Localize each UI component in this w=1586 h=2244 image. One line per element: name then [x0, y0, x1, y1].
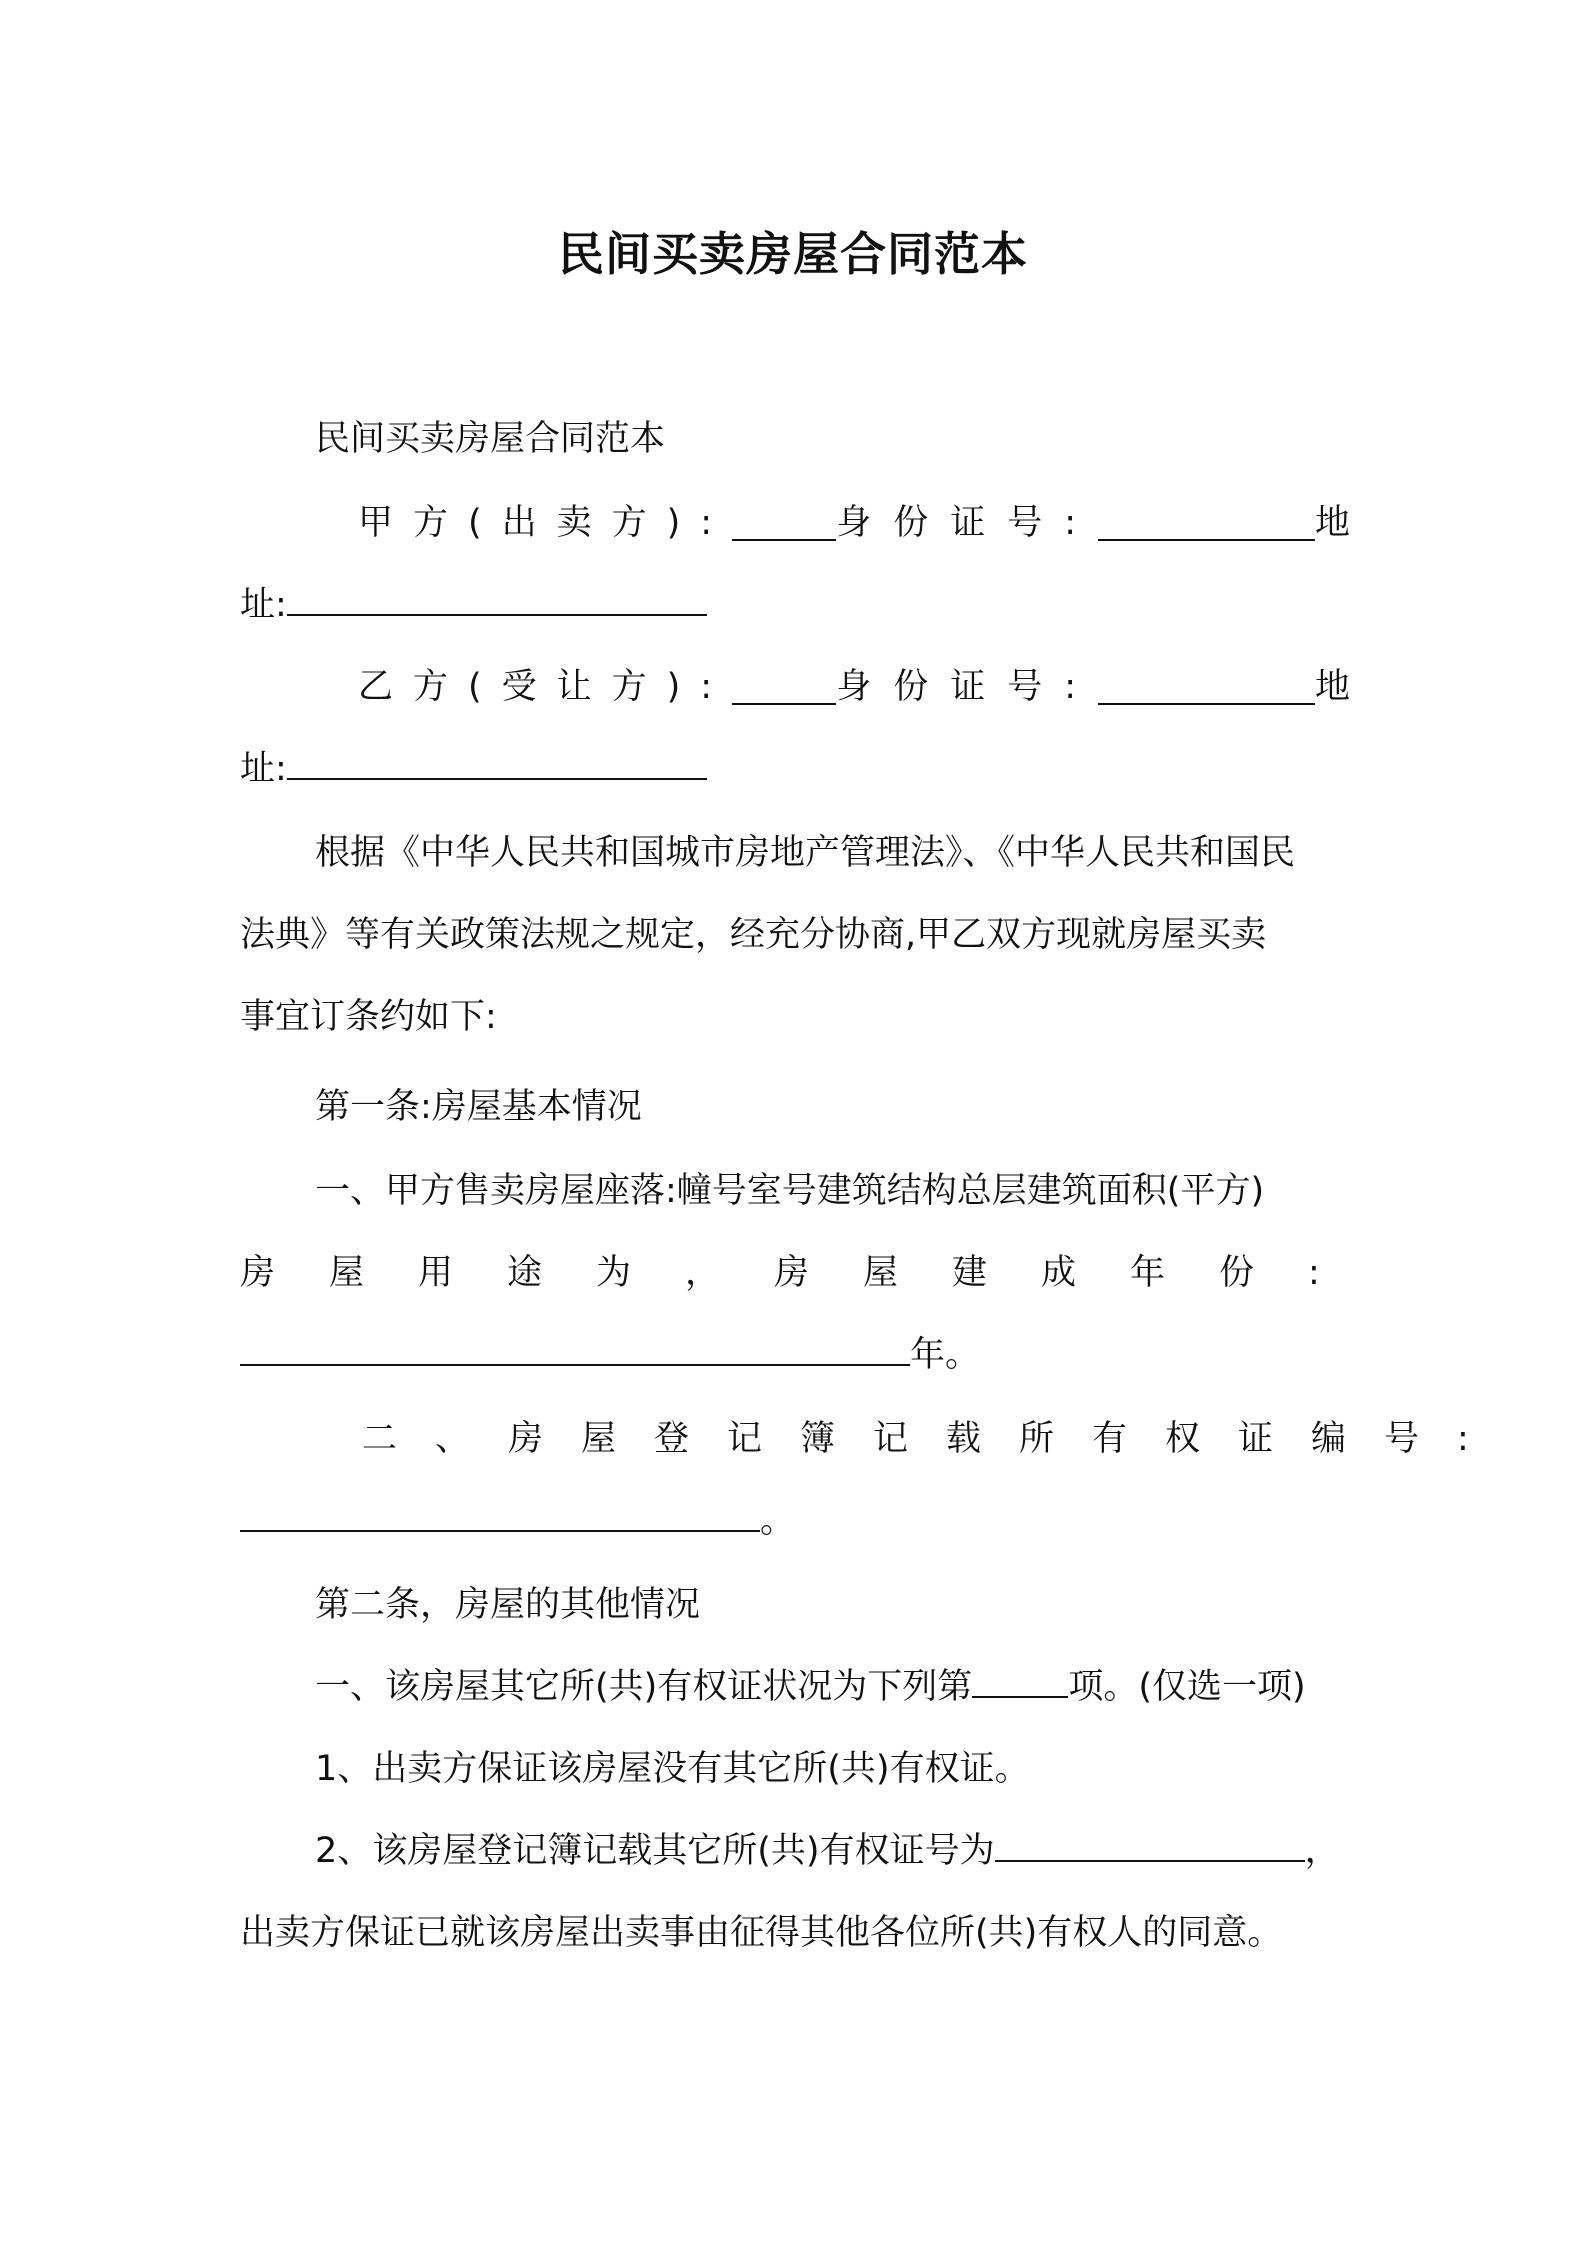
party-a-paragraph: [240, 482, 1350, 646]
party-a-label: 甲方(出卖方):: [358, 503, 733, 543]
party-b-addr-blank: [287, 744, 707, 780]
certificate-number-blank: [240, 1496, 760, 1532]
intro-line-2: 法典》等有关政策法规之规定，经充分协商,甲乙双方现就房屋买卖: [240, 915, 1267, 955]
party-b-line: [240, 646, 1350, 728]
party-b-paragraph: [240, 646, 1350, 810]
party-b-addr-line: [240, 728, 1350, 810]
party-b-name-blank: [732, 669, 836, 705]
article-2-option-2-tail: ，: [1304, 1831, 1340, 1871]
article-1-item-1-line-2: 房屋用途为，房屋建成年份:: [240, 1253, 1374, 1293]
article-1-heading-paragraph: [240, 1066, 1350, 1148]
article-1-heading: 第一条:房屋基本情况: [315, 1087, 642, 1127]
article-2-item-1-head: 一、该房屋其它所(共)有权证状况为下列第: [315, 1667, 973, 1707]
party-a-id-blank: [1098, 505, 1315, 541]
article-1-item-2: [240, 1398, 1507, 1562]
article-1-item-1-line-1: 一、甲方售卖房屋座落:幢号室号建筑结构总层建筑面积(平方): [315, 1171, 1265, 1211]
article-2-option-2-line-1: [240, 1810, 1350, 1892]
party-b-addr-tail: 址:: [240, 749, 287, 789]
certificate-number-tail: 。: [760, 1501, 796, 1541]
article-2-option-1: [240, 1728, 1350, 1810]
party-a-addr-line: [240, 564, 1350, 646]
party-b-addr-head: 地: [1314, 667, 1350, 707]
article-1-item-1: [240, 1150, 1374, 1396]
intro-paragraph: [240, 812, 1350, 1058]
party-a-line: [240, 482, 1350, 564]
party-a-addr-tail: 址:: [240, 585, 287, 625]
party-a-addr-head: 地: [1314, 503, 1350, 543]
article-2-item-1-line: [315, 1646, 1350, 1728]
option-number-blank: [972, 1662, 1068, 1698]
article-2-option-2: [240, 1810, 1350, 1974]
subtitle-paragraph: [240, 398, 1350, 480]
intro-line-1: 根据《中华人民共和国城市房地产管理法》、《中华人民共和国民: [315, 833, 1296, 873]
intro-line-3: 事宜订条约如下:: [240, 997, 497, 1037]
article-1-item-1-line-3: [240, 1314, 1350, 1396]
build-year-blank: [240, 1330, 910, 1366]
party-a-addr-blank: [287, 580, 707, 616]
build-year-tail: 年。: [910, 1335, 981, 1375]
article-2-heading: 第二条，房屋的其他情况: [315, 1585, 701, 1625]
document-title: 民间买卖房屋合同范本: [558, 227, 1028, 281]
article-1-item-2-line-1: 二、房屋登记簿记载所有权证编号:: [362, 1419, 1507, 1459]
article-2-option-2-line-2: 出卖方保证已就该房屋出卖事由征得其他各位所(共)有权人的同意。: [240, 1913, 1283, 1953]
article-2-heading-paragraph: [240, 1564, 1350, 1646]
party-a-name-blank: [732, 505, 836, 541]
other-certificate-blank: [995, 1826, 1305, 1862]
article-2-item-1-tail: 项。(仅选一项): [1068, 1667, 1306, 1707]
article-1-item-2-line-2: [240, 1480, 1350, 1562]
article-2-option-1-text: 1、出卖方保证该房屋没有其它所(共)有权证。: [315, 1749, 1030, 1789]
article-2-item-1: [240, 1646, 1350, 1728]
party-b-label: 乙方(受让方):: [358, 667, 733, 707]
article-2-option-2-head: 2、该房屋登记簿记载其它所(共)有权证号为: [315, 1831, 995, 1871]
party-b-id-blank: [1098, 669, 1315, 705]
subtitle-text: 民间买卖房屋合同范本: [315, 419, 666, 459]
party-b-id-label: 身份证号:: [836, 667, 1099, 707]
party-a-id-label: 身份证号:: [836, 503, 1099, 543]
